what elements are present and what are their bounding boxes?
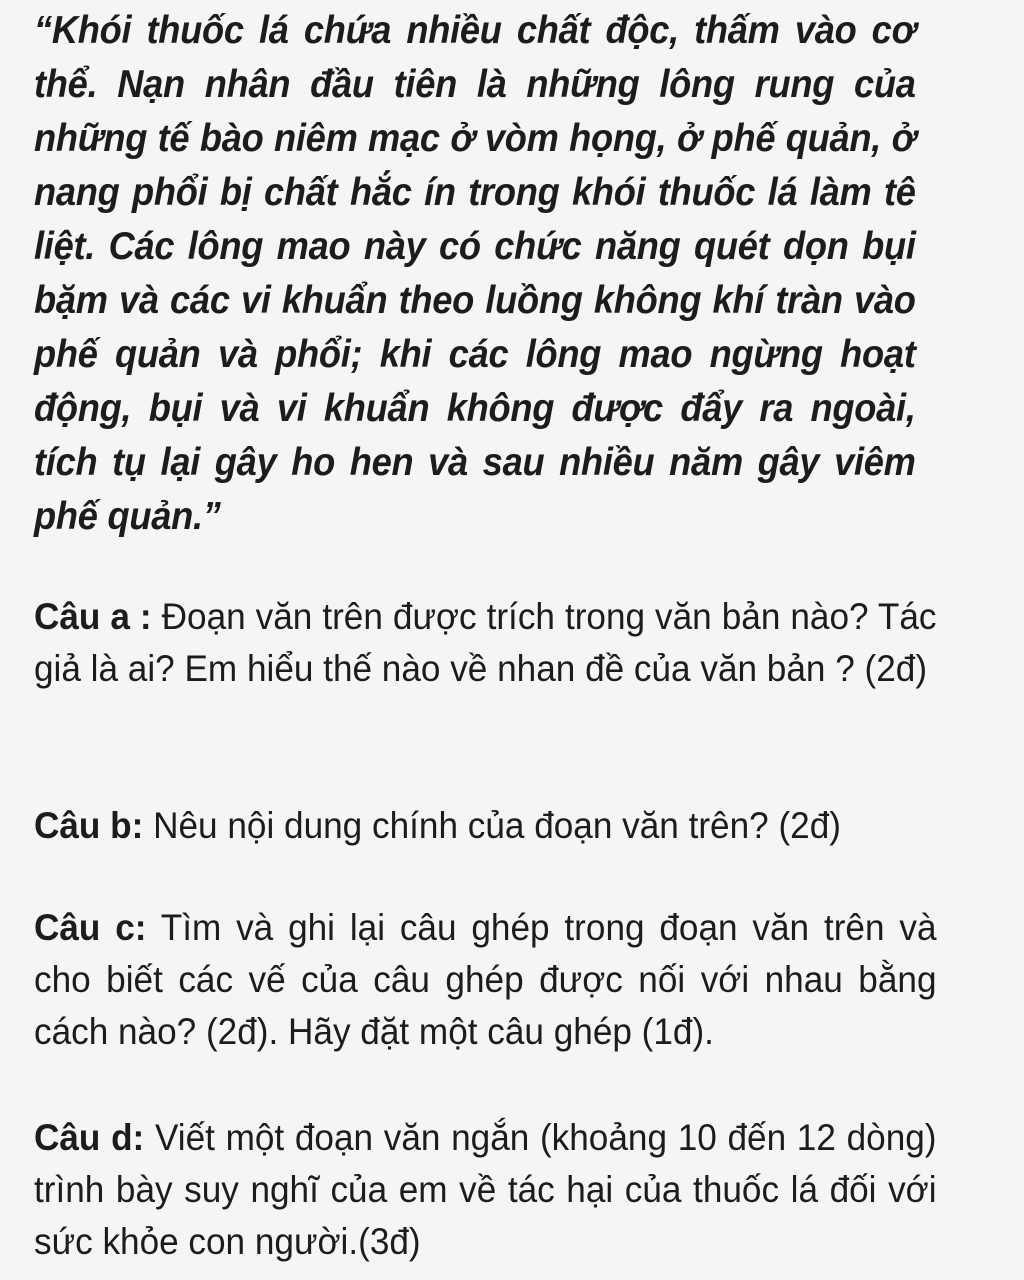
question-a-text: Đoạn văn trên được trích trong văn bản nào? Tác giả là ai? Em hiểu thế nào về nhan đề của văn bản ? (2đ) — [34, 596, 937, 689]
quoted-passage: “Khói thuốc lá chứa nhiều chất độc, thấm vào cơ thể. Nạn nhân đầu tiên là những lông rung của những tế bào niêm mạc ở vòm họng, ở phế quản, ở nang phổi bị chất hắc ín trong khói thuốc lá làm tê liệt. Các lông mao này có chức năng quét dọn bụi bặm và các vi khuẩn theo luồng không khí tràn vào phế quản và phổi; khi các lông mao ngừng hoạt động, bụi và vi khuẩn không được đẩy ra ngoài, tích tụ lại gây ho hen và sau nhiều năm gây viêm phế quản.” — [34, 9, 916, 538]
question-b-label: Câu b: — [34, 805, 144, 846]
question-d — [34, 1112, 937, 1268]
question-d-text: Viết một đoạn văn ngắn (khoảng 10 đến 12 dòng) trình bày suy nghĩ của em về tác hại của thuốc lá đối với sức khỏe con người.(3đ) — [34, 1117, 937, 1262]
question-b-text: Nêu nội dung chính của đoạn văn trên? (2đ) — [143, 805, 841, 846]
question-b — [34, 800, 937, 852]
question-c-text: Tìm và ghi lại câu ghép trong đoạn văn trên và cho biết các vế của câu ghép được nối với nhau bằng cách nào? (2đ). Hãy đặt một câu ghép (1đ). — [34, 907, 937, 1052]
question-c — [34, 902, 937, 1058]
question-c-label: Câu c: — [34, 907, 147, 948]
question-d-label: Câu d: — [34, 1117, 145, 1158]
question-a-label: Câu a : — [34, 596, 152, 637]
question-a — [34, 591, 937, 695]
